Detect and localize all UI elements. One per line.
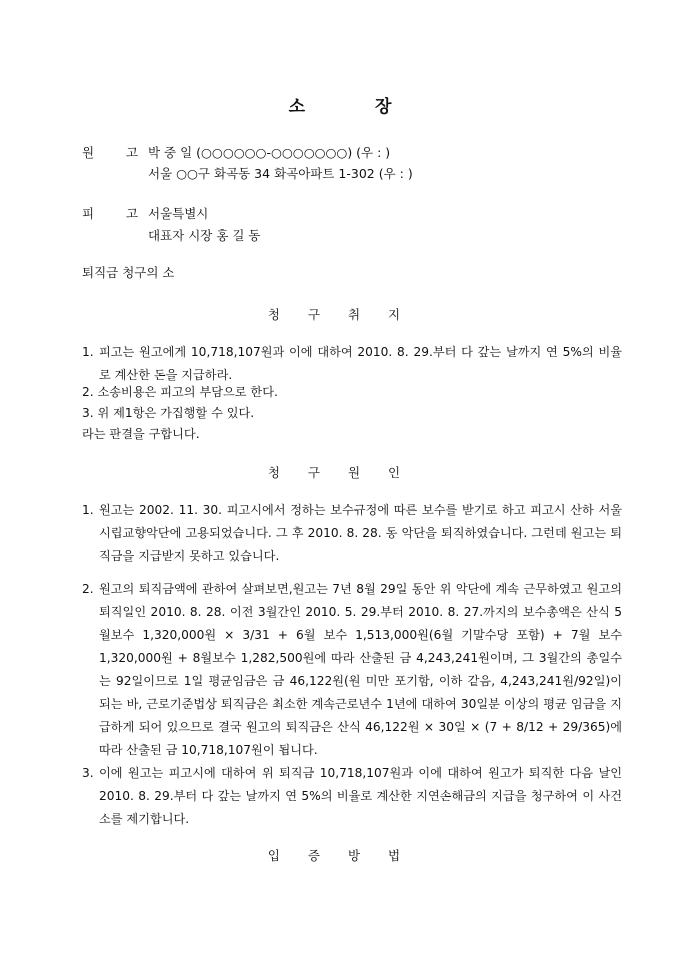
plaintiff-label: 원 고	[82, 145, 153, 160]
claim-purpose-closing: 라는 판결을 구합니다.	[82, 427, 200, 441]
item-number: 1.	[82, 345, 94, 359]
defendant-representative: 대표자 시장 홍 길 동	[148, 228, 261, 243]
title-part2: 장	[375, 97, 392, 117]
case-name: 퇴직금 청구의 소	[82, 265, 175, 280]
document-title	[0, 92, 680, 117]
item-number: 3.	[82, 406, 94, 420]
item-number: 2.	[82, 385, 94, 399]
plaintiff-name: 박 중 일 (○○○○○○-○○○○○○○) (우 : )	[148, 145, 391, 160]
claim-purpose-item	[82, 402, 254, 424]
claim-purpose-heading: 청 구 취 지	[267, 307, 413, 322]
item-text: 위 제1항은 가집행할 수 있다.	[97, 406, 255, 420]
item-number: 1.	[82, 503, 94, 517]
item-number: 3.	[82, 766, 94, 780]
plaintiff-address: 서울 ○○구 화곡동 34 화곡아파트 1-302 (우 : )	[148, 166, 413, 181]
claim-cause-item	[82, 762, 622, 831]
item-text: 원고는 2002. 11. 30. 피고시에서 정하는 보수규정에 따른 보수를 받기로 하고 피고시 산하 서울시립교향악단에 고용되었습니다. 그 후 2010. 8. 28. 동 악단을 퇴직하였습니다. 그런데 원고는 퇴직금을 지급받지 못하고 있습니다.	[99, 503, 622, 563]
item-text: 소송비용은 피고의 부담으로 한다.	[97, 385, 278, 399]
title-part1: 소	[288, 97, 305, 117]
defendant-row	[82, 206, 208, 222]
item-text: 피고는 원고에게 10,718,107원과 이에 대하여 2010. 8. 29.부터 다 갚는 날까지 연 5%의 비율로 계산한 돈을 지급하라.	[99, 345, 622, 382]
defendant-label: 피 고	[82, 206, 153, 221]
item-text: 원고의 퇴직금액에 관하여 살펴보면,원고는 7년 8월 29일 동안 위 악단에 계속 근무하였고 원고의 퇴직일인 2010. 8. 28. 이전 3월간인 2010. 5. 29.부터 2010. 8. 27.까지의 보수총액은 산식 5월보수 1,320,000원 × 3/31 + 6월 보수 1,513,000원(6월 기말수당 포함) + 7월 보수 1,320,000원 + 8월보수 1,282,500원에 따라 산출된 금 4,243,241원이며, 그 3월간의 총일수는 92일이므로 1일 평균임금은 금 46,122원(원 미만 포기함, 이하 같음, 4,243,241원/92일)이 되는 바, 근로기준법상 퇴직금은 최소한 계속근로년수 1년에 대하여 30일분 이상의 평균 임금을 지급하게 되어 있으므로 결국 원고의 퇴직금은 산식 46,122원 × 30일 × (7 + 8/12 + 29/365)에 따라 산출된 금 10,718,107원이 됩니다.	[99, 582, 622, 757]
claim-purpose-item	[82, 381, 278, 403]
plaintiff-row	[82, 145, 390, 161]
evidence-heading: 입 증 방 법	[267, 848, 413, 863]
item-text: 이에 원고는 피고시에 대하여 위 퇴직금 10,718,107원과 이에 대하여 원고가 퇴직한 다음 날인 2010. 8. 29.부터 다 갚는 날까지 연 5%의 비율로 계산한 지연손해금의 지급을 청구하여 이 사건 소를 제기합니다.	[99, 766, 622, 826]
item-number: 2.	[82, 582, 94, 596]
claim-cause-item	[82, 578, 622, 762]
claim-cause-heading: 청 구 원 인	[267, 465, 413, 480]
claim-cause-item	[82, 499, 622, 568]
defendant-name: 서울특별시	[148, 206, 209, 221]
